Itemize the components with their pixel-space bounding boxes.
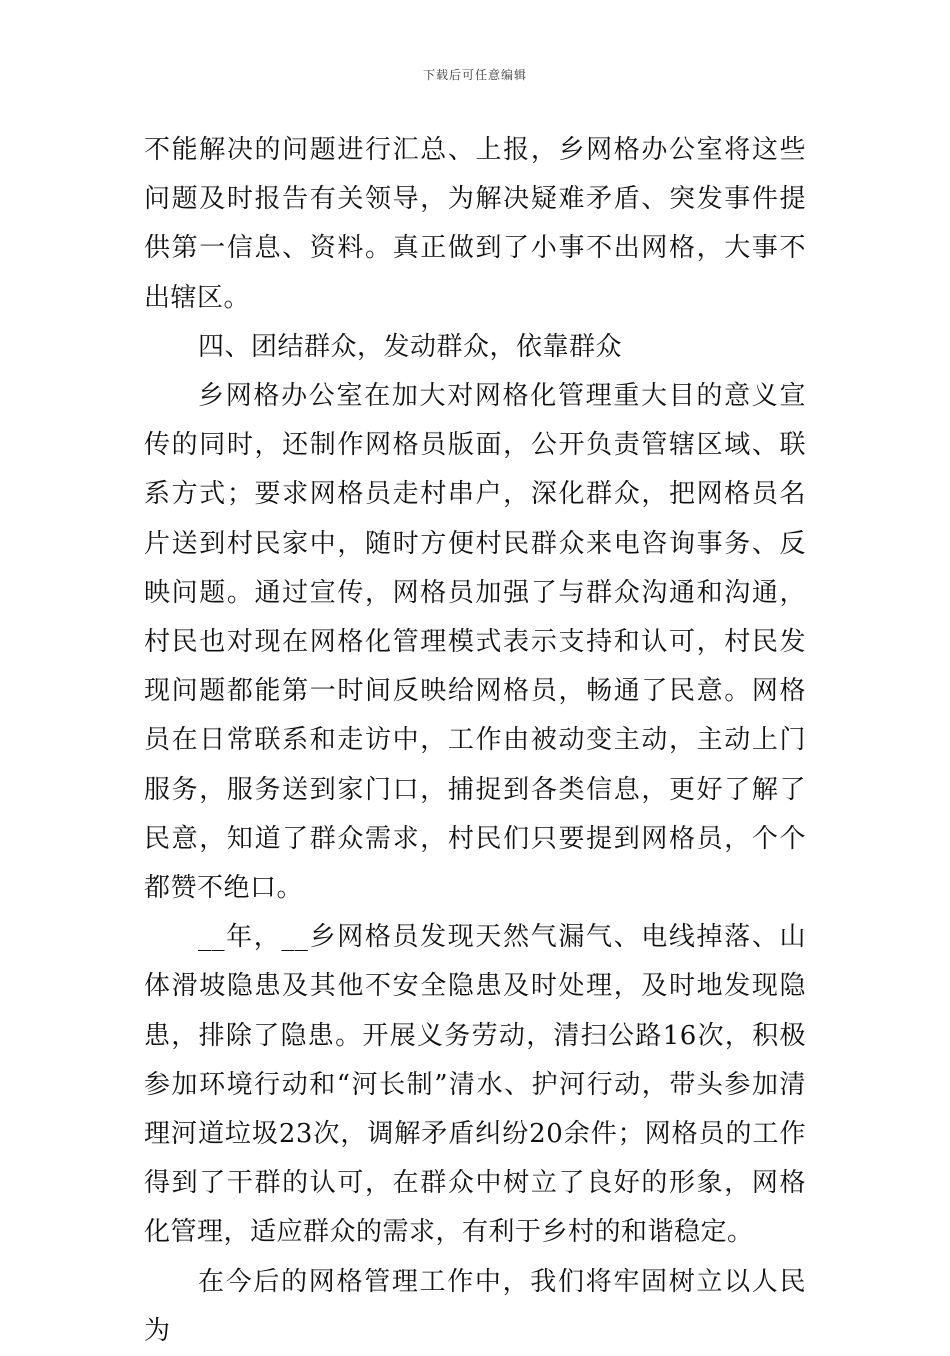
paragraph-publicity: 乡网格办公室在加大对网格化管理重大目的意义宣传的同时，还制作网格员版面，公开负责管辖区域、联系方式；要求网格员走村串户，深化群众，把网格员名片送到村民家中，随时方便村民群众来电咨询事务、反映问题。通过宣传，网格员加强了与群众沟通和沟通，村民也对现在网格化管理模式表示支持和认可，村民发现问题都能第一时间反映给网格员，畅通了民意。网格员在日常联系和走访中，工作由被动变主动，主动上门服务，服务送到家门口，捕捉到各类信息，更好了解了民意，知道了群众需求，村民们只要提到网格员，个个都赞不绝口。 [144, 381, 806, 904]
paragraph-future: 在今后的网格管理工作中，我们将牢固树立以人民为 [144, 1266, 806, 1346]
paragraph-achievements: __年，__乡网格员发现天然气漏气、电线掉落、山体滑坡隐患及其他不安全隐患及时处理，及时地发现隐患，排除了隐患。开展义务劳动，清扫公路16次，积极参加环境行动和“河长制”清水、护河行动，带头参加清理河道垃圾23次，调解矛盾纠纷20余件；网格员的工作得到了干群的认可，在群众中树立了良好的形象，网格化管理，适应群众的需求，有利于乡村的和谐稳定。 [144, 922, 806, 1248]
document-body [144, 126, 806, 1356]
section-heading: 四、团结群众，发动群众，依靠群众 [198, 331, 623, 362]
paragraph-continuation: 不能解决的问题进行汇总、上报，乡网格办公室将这些问题及时报告有关领导，为解决疑难矛盾、突发事件提供第一信息、资料。真正做到了小事不出网格，大事不出辖区。 [144, 135, 806, 313]
page-header-note: 下载后可任意编辑 [422, 68, 527, 82]
